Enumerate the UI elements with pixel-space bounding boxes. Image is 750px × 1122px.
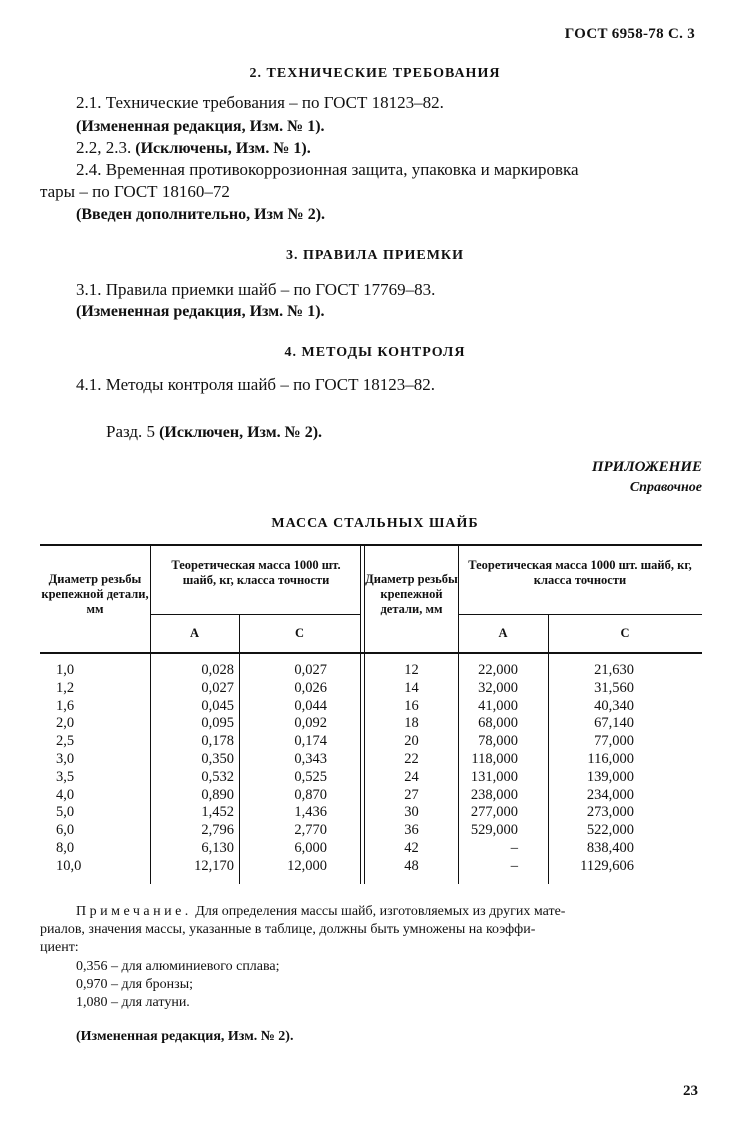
note-item-2: 0,970 – для бронзы; bbox=[76, 977, 193, 992]
right-subheader-rule bbox=[458, 614, 702, 615]
table-cell: 1,6 bbox=[56, 697, 75, 714]
table-cell: 24 bbox=[404, 768, 419, 785]
header-diameter-right: Диаметр резьбы крепежной детали, мм bbox=[365, 572, 458, 616]
appendix-label: ПРИЛОЖЕНИЕ bbox=[591, 459, 702, 475]
table-cell: 131,000 bbox=[470, 768, 518, 785]
table-cell: 0,044 bbox=[294, 697, 327, 714]
note-text-1: Для определения массы шайб, изготовляемых из других мате- bbox=[195, 904, 566, 919]
page-number: 23 bbox=[683, 1083, 698, 1099]
revision-note-appendix: (Измененная редакция, Изм. № 2). bbox=[76, 1029, 294, 1044]
section-5-label: Разд. 5 bbox=[106, 422, 156, 441]
note-line-3: циент: bbox=[40, 940, 79, 955]
revision-note-2-4: (Введен дополнительно, Изм № 2). bbox=[76, 206, 326, 223]
table-cell: 21,630 bbox=[594, 662, 634, 678]
table-cell: 78,000 bbox=[478, 733, 518, 750]
table-cell: 3,0 bbox=[56, 750, 75, 767]
center-double-rule bbox=[360, 544, 361, 884]
revision-note-5: (Исключен, Изм. № 2). bbox=[159, 424, 323, 441]
paragraph-2-4-line1: 2.4. Временная противокоррозионная защита, упаковка и маркировка bbox=[76, 160, 579, 179]
table-cell: 2,796 bbox=[201, 822, 234, 839]
table-cell: 277,000 bbox=[470, 804, 518, 821]
table-cell: 2,770 bbox=[294, 822, 327, 839]
header-diameter-left: Диаметр резьбы крепежной детали, мм bbox=[41, 572, 149, 616]
table-cell: 32,000 bbox=[478, 679, 518, 696]
table-cell: 1,452 bbox=[201, 804, 234, 821]
table-cell: 139,000 bbox=[586, 768, 634, 785]
table-cell: 522,000 bbox=[586, 822, 634, 839]
table-cell: 0,532 bbox=[201, 768, 234, 785]
table-cell: 0,045 bbox=[201, 697, 234, 714]
column-left-diameter bbox=[56, 662, 116, 876]
revision-note-2-2: (Исключены, Изм. № 1). bbox=[135, 140, 311, 157]
column-right-diameter bbox=[365, 662, 458, 876]
table-cell: 12,000 bbox=[287, 857, 327, 874]
table-cell: 6,130 bbox=[201, 839, 234, 856]
table-cell: 12 bbox=[404, 662, 419, 678]
note-line-1 bbox=[76, 903, 565, 921]
table-top-rule bbox=[40, 544, 702, 546]
table-cell: 529,000 bbox=[470, 822, 518, 839]
column-left-class-a bbox=[150, 662, 234, 876]
table-cell: 16 bbox=[404, 697, 419, 714]
paragraph-2-2 bbox=[76, 138, 311, 158]
table-cell: 0,525 bbox=[294, 768, 327, 785]
table-cell: 1,0 bbox=[56, 662, 75, 678]
header-mass-left: Теоретическая масса 1000 шт. шайб, кг, класса точности bbox=[171, 558, 341, 587]
table-cell: 8,0 bbox=[56, 839, 75, 856]
table-cell: 0,092 bbox=[294, 715, 327, 732]
note-line-2: риалов, значения массы, указанные в таблице, должны быть умножены на коэффи- bbox=[40, 922, 536, 937]
table-cell: 67,140 bbox=[594, 715, 634, 732]
table-cell: 273,000 bbox=[586, 804, 634, 821]
table-cell: 40,340 bbox=[594, 697, 634, 714]
table-header-rule bbox=[40, 652, 702, 654]
table-cell: 0,870 bbox=[294, 786, 327, 803]
table-cell: 6,000 bbox=[294, 839, 327, 856]
table-cell: 14 bbox=[404, 679, 419, 696]
table-cell: 22,000 bbox=[478, 662, 518, 678]
table-cell: 41,000 bbox=[478, 697, 518, 714]
table-cell: 3,5 bbox=[56, 768, 75, 785]
table-cell: 2,5 bbox=[56, 733, 75, 750]
note-item-3: 1,080 – для латуни. bbox=[76, 995, 190, 1010]
section-2-title: 2. ТЕХНИЧЕСКИЕ ТРЕБОВАНИЯ bbox=[249, 66, 501, 81]
table-cell: 234,000 bbox=[586, 786, 634, 803]
table-cell: 0,350 bbox=[201, 750, 234, 767]
table-cell: 0,343 bbox=[294, 750, 327, 767]
table-cell: 4,0 bbox=[56, 786, 75, 803]
note-label: Примечание. bbox=[76, 904, 192, 919]
table-cell: 116,000 bbox=[587, 750, 634, 767]
document-reference: ГОСТ 6958-78 С. 3 bbox=[564, 26, 695, 42]
table-cell: 1129,606 bbox=[580, 857, 634, 874]
header-class-c-right: С bbox=[620, 626, 630, 640]
table-cell: 36 bbox=[404, 822, 419, 839]
revision-note-2-1: (Измененная редакция, Изм. № 1). bbox=[76, 118, 325, 135]
table-cell: 10,0 bbox=[56, 857, 82, 874]
table-cell: 238,000 bbox=[470, 786, 518, 803]
column-right-class-a bbox=[458, 662, 518, 876]
table-cell: 0,174 bbox=[294, 733, 327, 750]
section-3-title: 3. ПРАВИЛА ПРИЕМКИ bbox=[286, 248, 464, 263]
table-cell: – bbox=[510, 839, 518, 856]
paragraph-2-2-number: 2.2, 2.3. bbox=[76, 138, 132, 157]
table-cell: 5,0 bbox=[56, 804, 75, 821]
table-cell: 0,027 bbox=[201, 679, 234, 696]
table-cell: 1,2 bbox=[56, 679, 75, 696]
paragraph-2-1: 2.1. Технические требования – по ГОСТ 18123–82. bbox=[76, 93, 444, 112]
note-item-1: 0,356 – для алюминиевого сплава; bbox=[76, 959, 280, 974]
table-cell: 838,400 bbox=[586, 839, 634, 856]
paragraph-2-4-line2: тары – по ГОСТ 18160–72 bbox=[40, 182, 230, 201]
washer-mass-table bbox=[40, 544, 702, 884]
paragraph-3-1: 3.1. Правила приемки шайб – по ГОСТ 17769–83. bbox=[76, 280, 436, 299]
column-left-class-c bbox=[239, 662, 327, 876]
table-cell: 20 bbox=[404, 733, 419, 750]
table-cell: 77,000 bbox=[594, 733, 634, 750]
section-5-line bbox=[106, 422, 322, 442]
table-cell: 0,178 bbox=[201, 733, 234, 750]
table-cell: 6,0 bbox=[56, 822, 75, 839]
paragraph-4-1: 4.1. Методы контроля шайб – по ГОСТ 18123–82. bbox=[76, 375, 436, 394]
header-class-c-left: С bbox=[294, 626, 305, 640]
table-cell: 118,000 bbox=[471, 750, 518, 767]
table-cell: 12,170 bbox=[194, 857, 234, 874]
table-cell: 0,026 bbox=[294, 679, 327, 696]
header-class-a-left: А bbox=[189, 626, 200, 640]
table-cell: 2,0 bbox=[56, 715, 75, 732]
table-title: МАССА СТАЛЬНЫХ ШАЙБ bbox=[271, 516, 479, 531]
header-class-a-right: А bbox=[498, 626, 508, 640]
table-cell: 42 bbox=[404, 839, 419, 856]
table-cell: – bbox=[510, 857, 518, 874]
revision-note-3-1: (Измененная редакция, Изм. № 1). bbox=[76, 303, 325, 320]
appendix-kind: Справочное bbox=[629, 480, 702, 495]
table-cell: 18 bbox=[404, 715, 419, 732]
header-mass-right: Теоретическая масса 1000 шт. шайб, кг, класса точности bbox=[468, 558, 692, 587]
table-cell: 0,027 bbox=[294, 662, 327, 678]
table-cell: 1,436 bbox=[294, 804, 327, 821]
table-cell: 0,095 bbox=[201, 715, 234, 732]
table-cell: 22 bbox=[404, 750, 419, 767]
table-cell: 48 bbox=[404, 857, 419, 874]
section-4-title: 4. МЕТОДЫ КОНТРОЛЯ bbox=[284, 345, 466, 360]
table-cell: 0,890 bbox=[201, 786, 234, 803]
left-subheader-rule bbox=[150, 614, 361, 615]
table-cell: 30 bbox=[404, 804, 419, 821]
table-cell: 68,000 bbox=[478, 715, 518, 732]
table-cell: 27 bbox=[404, 786, 419, 803]
table-cell: 0,028 bbox=[201, 662, 234, 678]
column-right-class-c bbox=[548, 662, 634, 876]
table-cell: 31,560 bbox=[594, 679, 634, 696]
